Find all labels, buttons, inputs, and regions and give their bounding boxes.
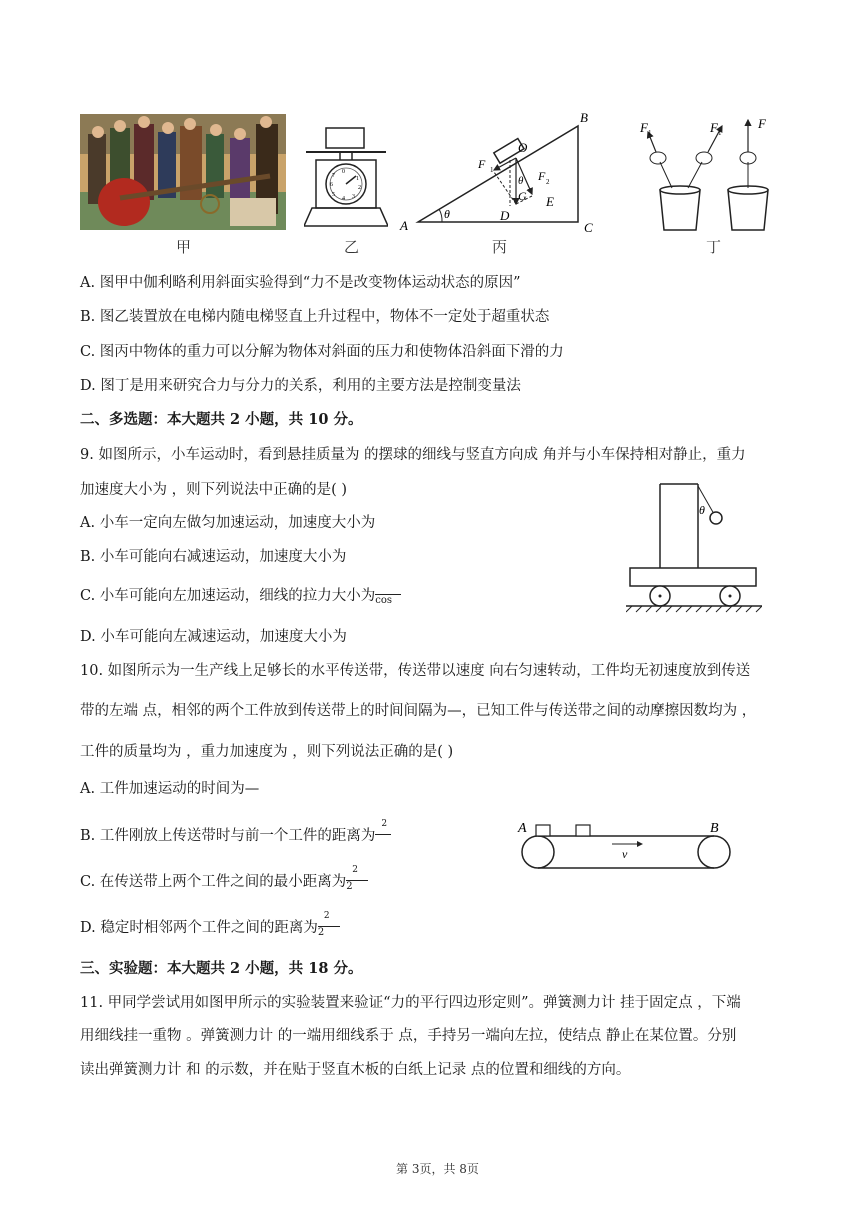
figure-yi-scale [304,126,388,230]
svg-text:1: 1 [648,129,652,137]
q10-option-d: D. 稳定时相邻两个工件之间的距离为 2 2 [80,916,340,939]
q10-stem-line1: 10. 如图所示为一生产线上足够长的水平传送带，传送带以速度 向右匀速转动，工件均无初速度放到传送 [80,663,751,679]
figure-jia-painting [80,114,286,230]
q9-option-d: D. 小车可能向左减速运动，加速度大小为 [80,629,347,645]
svg-text:F: F [710,120,718,135]
svg-text:2: 2 [546,178,550,186]
q10-stem-line3: 工件的质量均为 ，重力加速度为 ，则下列说法正确的是( ) [80,744,454,760]
q10-option-c: C. 在传送带上两个工件之间的最小距离为 2 2 [80,870,368,893]
svg-text:0: 0 [342,169,345,175]
svg-text:6: 6 [330,182,333,188]
q9-option-c: C. 小车可能向左加速运动，细线的拉力大小为 cos [80,584,401,607]
svg-text:4: 4 [342,196,345,202]
svg-text:E: E [546,194,554,209]
section-heading-multiple-choice: 二、多选题：本大题共 2 小题，共 10 分。 [80,411,363,428]
svg-text:θ: θ [518,175,524,187]
q9-stem-line2: 加速度大小为 ，则下列说法中正确的是( ) [80,482,348,498]
q8-option-d: D. 图丁是用来研究合力与分力的关系，利用的主要方法是控制变量法 [80,378,521,394]
q10-stem-line2: 带的左端 点，相邻的两个工件放到传送带上的时间间隔为—，已知工件与传送带之间的动摩擦因数均为 ， [80,703,757,719]
q11-line3: 读出弹簧测力计 和 的示数，并在贴于竖直木板的白纸上记录 点的位置和细线的方向。 [80,1062,631,1078]
q11-line2: 用细线挂一重物 。弹簧测力计 的一端用细线系于 点，手持另一端向左拉，使结点 静止在某位置。分别 [80,1028,737,1044]
page-footer: 第 3页，共 8页 [396,1162,479,1176]
svg-text:7: 7 [332,173,335,179]
svg-text:F: F [478,157,486,171]
q9-figure-cart-pendulum [626,478,762,614]
q9-stem-line1: 9. 如图所示，小车运动时，看到悬挂质量为 的摆球的细线与竖直方向成 角并与小车保持相对静止，重力 [80,447,746,463]
q8-option-b: B. 图乙装置放在电梯内随电梯竖直上升过程中，物体不一定处于超重状态 [80,309,550,325]
q10-figure-conveyor [516,816,736,872]
q10-option-a: A. 工件加速运动的时间为— [80,781,260,797]
bing-theta-label: θ [444,207,450,221]
q10-option-b: B. 工件刚放上传送带时与前一个工件的距离为 2 [80,824,391,847]
figure-ding-label: 丁 [706,238,722,256]
q11-line1: 11. 甲同学尝试用如图甲所示的实验装置来验证“力的平行四边形定则”。弹簧测力计 挂于固定点 ，下端 [80,995,741,1011]
svg-text:F: F [538,169,546,183]
svg-text:θ: θ [699,503,705,517]
svg-text:1: 1 [490,166,494,174]
figure-ding-buckets [630,112,782,234]
q9-option-a: A. 小车一定向左做匀加速运动，加速度大小为 [80,515,376,531]
svg-text:3: 3 [352,194,355,200]
svg-text:O: O [518,140,528,155]
svg-text:F: F [640,120,648,135]
svg-text:B: B [710,821,719,836]
figure-bing-incline [398,108,608,234]
svg-text:1: 1 [718,129,722,137]
svg-text:G: G [518,189,527,203]
q9-option-b: B. 小车可能向右减速运动，加速度大小为 [80,549,347,565]
section-heading-experiment: 三、实验题：本大题共 2 小题，共 18 分。 [80,960,363,977]
svg-text:A: A [400,218,408,233]
q8-option-a: A. 图甲中伽利略利用斜面实验得到“力不是改变物体运动状态的原因” [80,275,521,291]
q8-option-c: C. 图丙中物体的重力可以分解为物体对斜面的压力和使物体沿斜面下滑的力 [80,344,564,360]
svg-text:F: F [758,116,766,131]
svg-text:1: 1 [356,176,359,182]
figure-bing-label: 丙 [492,238,508,256]
svg-text:5: 5 [332,192,335,198]
svg-text:C: C [584,220,593,234]
svg-text:B: B [580,110,588,125]
figure-jia-label: 甲 [176,238,192,256]
svg-text:v: v [622,847,628,861]
svg-text:2: 2 [358,185,361,191]
svg-text:D: D [500,208,510,223]
svg-text:A: A [518,821,527,836]
figure-yi-label: 乙 [344,238,360,256]
